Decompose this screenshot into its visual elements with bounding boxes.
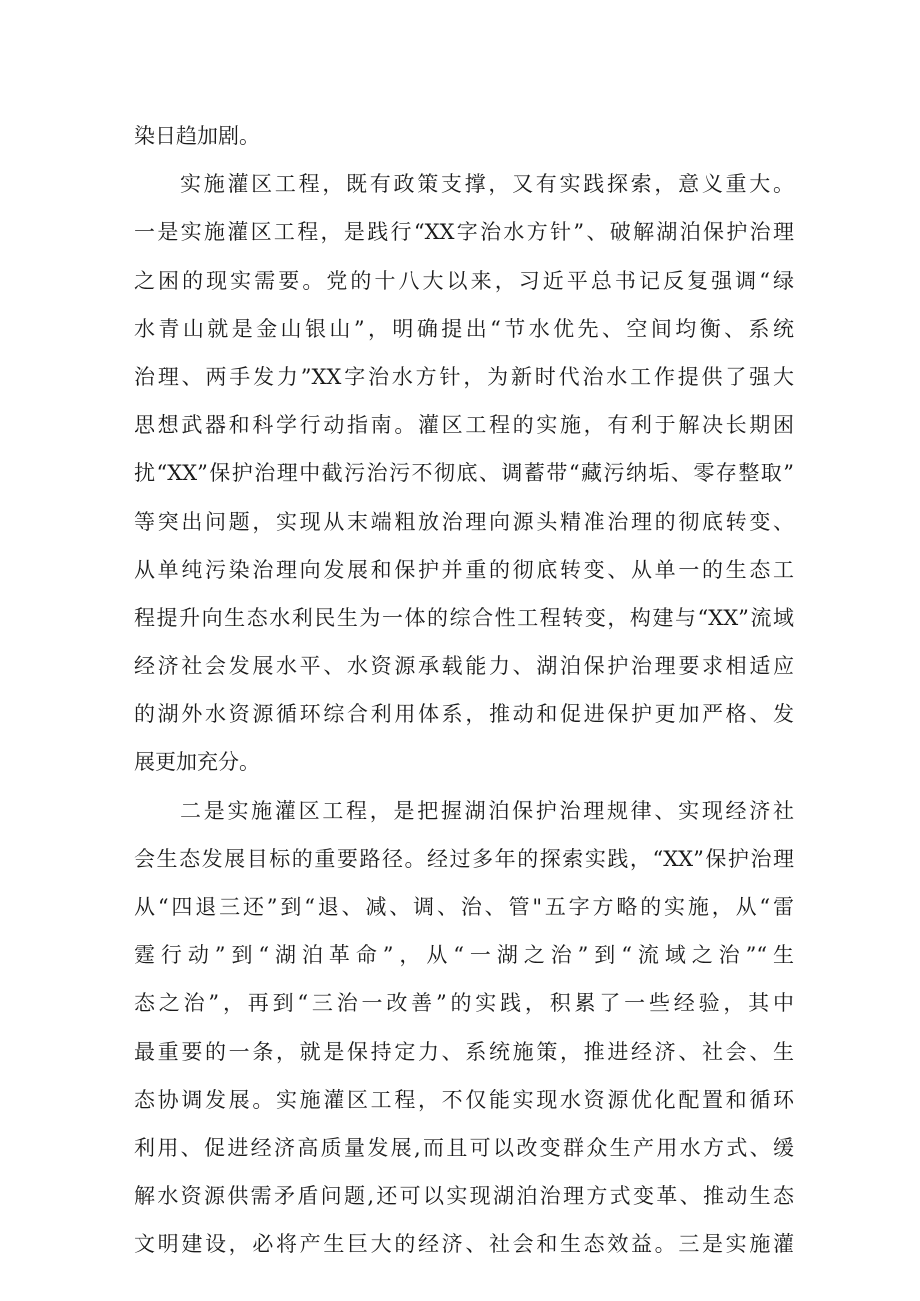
text-line: 解水资源供需矛盾问题,还可以实现湖泊治理方式变革、推动生态 [134,1184,794,1209]
text-line: 染日趋加剧。 [134,124,260,148]
text-line: 利用、促进经济高质量发展,而且可以改变群众生产用水方式、缓 [134,1135,794,1160]
text-line: 治理、两手发力”XX字治水方针，为新时代治水工作提供了强大 [134,364,794,389]
text-line: 一是实施灌区工程，是践行“XX字治水方针”、破解湖泊保护治理 [134,220,794,245]
text-line: 态之治”，再到“三治一改善”的实践，积累了一些经验，其中 [134,991,794,1016]
text-line: 思想武器和科学行动指南。灌区工程的实施，有利于解决长期困 [134,413,794,438]
body-text [134,112,794,1269]
paragraph-first-line: 实施灌区工程，既有政策支撑，又有实践探索，意义重大。 [180,172,794,197]
text-line: 最重要的一条，就是保持定力、系统施策，推进经济、社会、生 [134,1039,794,1064]
text-line: 从“四退三还”到“退、减、调、治、管"五字方略的实施，从“雷 [134,895,794,919]
text-line: 会生态发展目标的重要路径。经过多年的探索实践，“XX”保护治理 [134,846,794,871]
text-line: 霆行动”到“湖泊革命”，从“一湖之治”到“流域之治”“生 [134,943,794,968]
text-line: 之困的现实需要。党的十八大以来，习近平总书记反复强调“绿 [134,268,794,293]
text-line: 扰“XX”保护治理中截污治污不彻底、调蓄带“藏污纳垢、零存整取” [134,461,794,486]
text-line: 程提升向生态水利民生为一体的综合性工程转变，构建与“XX”流域 [134,605,794,630]
text-line: 等突出问题，实现从末端粗放治理向源头精准治理的彻底转变、 [134,509,794,534]
text-line: 从单纯污染治理向发展和保护并重的彻底转变、从单一的生态工 [134,557,794,582]
paragraph-first-line: 二是实施灌区工程，是把握湖泊保护治理规律、实现经济社 [180,798,794,823]
text-line: 文明建设，必将产生巨大的经济、社会和生态效益。三是实施灌 [134,1232,794,1257]
text-line: 态协调发展。实施灌区工程，不仅能实现水资源优化配置和循环 [134,1087,794,1112]
text-line: 展更加充分。 [134,750,260,775]
text-line: 水青山就是金山银山”，明确提出“节水优先、空间均衡、系统 [134,316,794,341]
text-line: 的湖外水资源循环综合利用体系，推动和促进保护更加严格、发 [134,702,794,727]
text-line: 经济社会发展水平、水资源承载能力、湖泊保护治理要求相适应 [134,654,794,679]
